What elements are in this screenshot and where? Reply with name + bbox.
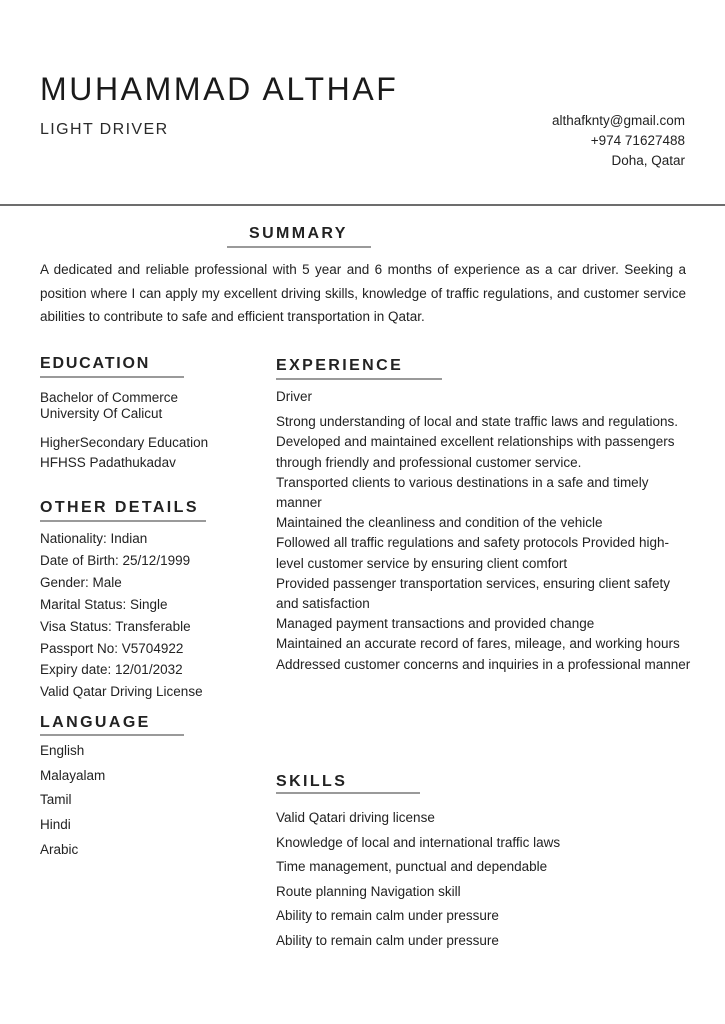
other-details-heading: OTHER DETAILS	[40, 499, 199, 516]
list-item: Provided passenger transportation services, ensuring client safety and satisfaction	[276, 575, 670, 612]
education-degree: HigherSecondary Education	[40, 435, 209, 450]
list-item: Valid Qatar Driving License	[40, 684, 203, 700]
list-item: Addressed customer concerns and inquiries in a professional manner	[276, 656, 691, 672]
skills-list	[276, 806, 560, 954]
education-institution: University Of Calicut	[40, 406, 163, 421]
email-text: althafknty@gmail.com	[551, 113, 685, 128]
education-item	[40, 433, 208, 473]
summary-underline	[227, 246, 371, 248]
list-item: Followed all traffic regulations and safety protocols Provided high-level customer service by ensuring client comfort	[276, 535, 669, 571]
candidate-name: MUHAMMAD ALTHAF	[40, 71, 399, 107]
list-item: Developed and maintained excellent relationships with passengers through friendly and professional customer service.	[276, 434, 675, 470]
list-item: English	[40, 743, 85, 758]
list-item: Arabic	[40, 841, 79, 857]
language-underline	[40, 734, 184, 736]
skills-underline	[276, 792, 420, 794]
experience-role: Driver	[276, 389, 312, 404]
list-item: Nationality: Indian	[40, 531, 148, 546]
summary-heading: SUMMARY	[249, 225, 348, 242]
summary-paragraph: A dedicated and reliable professional with 5 year and 6 months of experience as a car driver. Seeking a position where I can apply my excellent driving skills, knowledge of traffic regulations, and customer service abilities to contribute to safe and efficient transportation in Qatar.	[40, 262, 686, 324]
list-item: Passport No: V5704922	[40, 640, 184, 656]
list-item: Marital Status: Single	[40, 596, 168, 612]
language-heading: LANGUAGE	[40, 714, 151, 731]
education-institution: HFHSS Padathukadav	[40, 455, 176, 470]
list-item: Visa Status: Transferable	[40, 618, 191, 634]
list-item: Ability to remain calm under pressure	[276, 932, 499, 948]
location-text: Doha, Qatar	[611, 153, 685, 168]
experience-heading: EXPERIENCE	[276, 357, 404, 374]
other-details-underline	[40, 520, 206, 522]
list-item: Valid Qatari driving license	[276, 810, 435, 825]
list-item: Maintained the cleanliness and condition of the vehicle	[276, 515, 603, 531]
header-divider	[0, 204, 725, 206]
list-item: Knowledge of local and international traffic laws	[276, 834, 561, 850]
list-item: Expiry date: 12/01/2032	[40, 662, 183, 678]
education-heading: EDUCATION	[40, 355, 151, 372]
language-list	[40, 739, 105, 863]
list-item: Ability to remain calm under pressure	[276, 908, 499, 924]
job-title: LIGHT DRIVER	[40, 121, 169, 138]
other-details-list	[40, 528, 203, 703]
skills-heading: SKILLS	[276, 773, 348, 790]
list-item: Malayalam	[40, 767, 106, 783]
contact-block	[552, 111, 685, 171]
list-item: Hindi	[40, 817, 71, 833]
experience-list	[276, 387, 691, 675]
list-item: Transported clients to various destinations in a safe and timely manner	[276, 474, 649, 511]
list-item: Date of Birth: 25/12/1999	[40, 552, 191, 568]
phone-text: +974 71627488	[590, 133, 685, 148]
education-degree: Bachelor of Commerce	[40, 390, 179, 405]
list-item: Gender: Male	[40, 574, 122, 590]
list-item: Tamil	[40, 792, 72, 808]
education-item	[40, 390, 178, 422]
list-item: Managed payment transactions and provided change	[276, 616, 595, 632]
education-underline	[40, 376, 184, 378]
list-item: Time management, punctual and dependable	[276, 859, 548, 875]
list-item: Strong understanding of local and state traffic laws and regulations.	[276, 414, 679, 430]
list-item: Route planning Navigation skill	[276, 883, 461, 899]
experience-underline	[276, 378, 442, 380]
list-item: Maintained an accurate record of fares, mileage, and working hours	[276, 636, 680, 652]
